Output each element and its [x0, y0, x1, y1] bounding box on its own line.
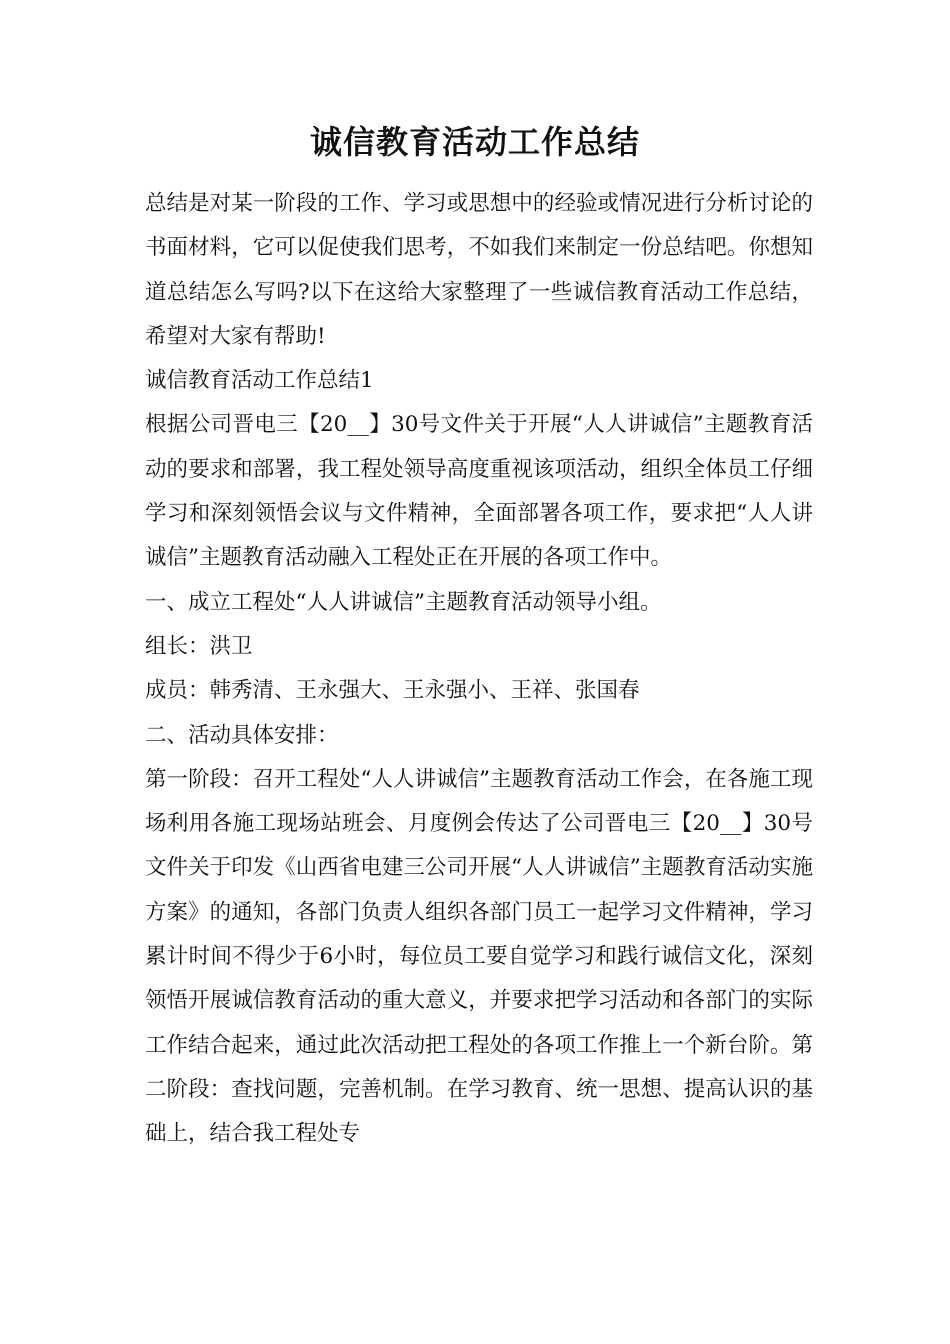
document-body	[145, 182, 813, 1157]
list-heading-1: 一、成立工程处“人人讲诚信”主题教育活动领导小组。	[145, 589, 662, 615]
team-members-line: 成员：韩秀清、王永强大、王永强小、王祥、张国春	[145, 678, 640, 704]
document-title: 诚信教育活动工作总结	[309, 123, 640, 161]
intro-paragraph: 总结是对某一阶段的工作、学习或思想中的经验或情况进行分析讨论的书面材料，它可以促使我们思考，不如我们来制定一份总结吧。你想知道总结怎么写吗?以下在这给大家整理了一些诚信教育活动工作总结，希望对大家有帮助!	[145, 191, 813, 349]
section-heading: 诚信教育活动工作总结1	[145, 368, 374, 394]
body-paragraph: 第一阶段：召开工程处“人人讲诚信”主题教育活动工作会，在各施工现场利用各施工现场站班会、月度例会传达了公司晋电三【20__】30号文件关于印发《山西省电建三公司开展“人人讲诚信”主题教育活动实施方案》的通知，各部门负责人组织各部门员工一起学习文件精神，学习累计时间不得少于6小时，每位员工要自觉学习和践行诚信文化，深刻领悟开展诚信教育活动的重大意义，并要求把学习活动和各部门的实际工作结合起来，通过此次活动把工程处的各项工作推上一个新台阶。第二阶段：查找问题，完善机制。在学习教育、统一思想、提高认识的基础上，结合我工程处专	[145, 766, 813, 1147]
list-heading-2: 二、活动具体安排：	[145, 722, 339, 748]
team-leader-line: 组长：洪卫	[145, 633, 253, 659]
body-paragraph: 根据公司晋电三【20__】30号文件关于开展“人人讲诚信”主题教育活动的要求和部署，我工程处领导高度重视该项活动，组织全体员工仔细学习和深刻领悟会议与文件精神，全面部署各项工作，要求把“人人讲诚信”主题教育活动融入工程处正在开展的各项工作中。	[145, 412, 813, 571]
